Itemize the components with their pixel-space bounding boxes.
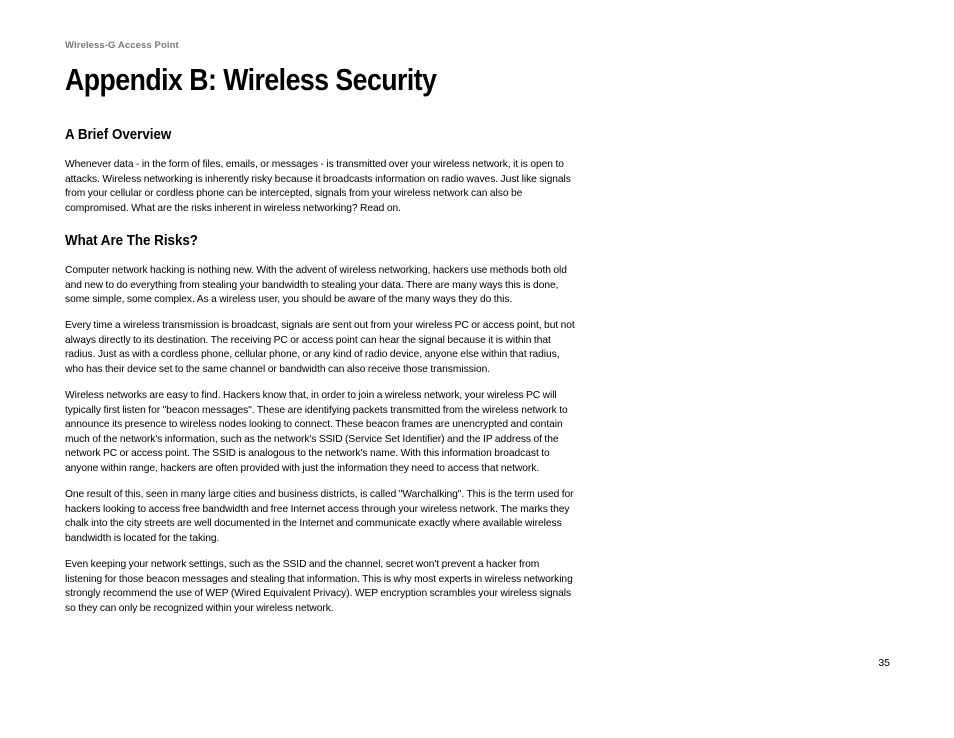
- section-heading-risks: What Are The Risks?: [65, 233, 198, 249]
- page-number: 35: [878, 657, 890, 669]
- paragraph-risks-3: Wireless networks are easy to find. Hackers know that, in order to join a wireless network, your wireless PC will typically first listen for "beacon messages". These are identifying packets transmitted from the wireless network to announce its presence to wireless nodes looking to connect. These beacon frames are unencrypted and contain much of the network's information, such as the network's SSID (Service Set Identifier) and the IP address of the network PC or access point. The SSID is analogous to the network's name. With this information broadcast to anyone within range, hackers are often provided with just the information they need to access that network.: [65, 390, 568, 474]
- paragraph-risks-1: Computer network hacking is nothing new. With the advent of wireless networking, hackers use methods both old and new to do everything from stealing your bandwidth to stealing your data. There are many ways this is done, some simple, some complex. As a wireless user, you should be aware of the many ways they do this.: [65, 265, 567, 306]
- paragraph-risks-2: Every time a wireless transmission is broadcast, signals are sent out from your wireless PC or access point, but not always directly to its destination. The receiving PC or access point can hear the signal because it is within that radius. Just as with a cordless phone, cellular phone, or any kind of radio device, anyone else within that radius, who has their device set to the same channel or bandwidth can also receive those transmission.: [65, 320, 575, 375]
- section-heading-brief-overview: A Brief Overview: [65, 127, 172, 143]
- page-title: Appendix B: Wireless Security: [65, 62, 437, 97]
- paragraph-risks-5: Even keeping your network settings, such as the SSID and the channel, secret won't prevent a hacker from listening for those beacon messages and stealing that information. This is why most experts in wireless networking strongly recommend the use of WEP (Wired Equivalent Privacy). WEP encryption scrambles your wireless signals so they can only be recognized within your wireless network.: [65, 559, 573, 614]
- running-header: Wireless-G Access Point: [65, 40, 179, 51]
- paragraph-overview: Whenever data - in the form of files, emails, or messages - is transmitted over your wireless network, it is open to attacks. Wireless networking is inherently risky because it broadcasts information on radio waves. Just like signals from your cellular or cordless phone can be intercepted, signals from your wireless network can also be compromised. What are the risks inherent in wireless networking? Read on.: [65, 159, 571, 214]
- paragraph-risks-4: One result of this, seen in many large cities and business districts, is called "Warchalking". This is the term used for hackers looking to access free bandwidth and free Internet access through your wireless network. The marks they chalk into the city streets are well documented in the Internet and communicate exactly where available wireless bandwidth is located for the taking.: [65, 489, 574, 544]
